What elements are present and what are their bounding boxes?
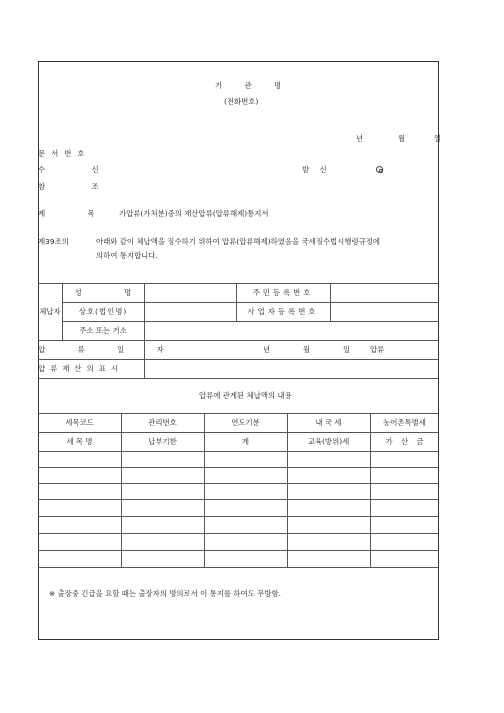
reference-label: 참 조 [38,182,99,191]
org-phone: (전화번호) [224,97,259,106]
tax-table-line [38,516,439,517]
address-label: 주소 또는 거소 [79,325,127,335]
tax-col-tax-code: 세목코드 [65,417,94,427]
info-table-line [38,359,439,360]
tax-col-education-tax: 교육(방위)세 [307,436,350,446]
resident-no-label: 주민등록번호 [252,287,314,297]
seizure-date-day: 일 [343,345,351,354]
body-line-1: 아래와 같이 체납액을 징수하기 위하여 압류(압류해제)하였음을 국세징수법시행령규정에 [96,237,381,246]
sender-label: 발 신 [302,165,327,174]
tax-col-total: 계 [241,436,250,446]
date-month: 월 [398,134,406,143]
seizure-word: 압류 [370,345,385,354]
name-label: 성 명 [74,287,132,297]
tax-table-line [38,533,439,534]
date-year: 년 [356,134,364,143]
delinquent-label: 체납자 [39,306,61,316]
subject-label: 제 목 [38,209,95,218]
tax-col-year-period: 연도기분 [231,417,260,427]
tax-table-line [38,467,439,468]
tax-table-line [38,451,439,452]
tax-col-management-no: 관리번호 [148,417,177,427]
subject-text: 가압류(가처분)중의 재산압류(압류해제)통지서 [119,209,269,218]
info-table-line [38,378,439,379]
seizure-date-month: 월 [303,345,311,354]
info-table-line [144,283,145,378]
doc-no-label: 문서번호 [38,149,91,158]
tax-table-line [38,567,439,568]
tax-table-title: 압류에 관계된 체납액의 내용 [199,391,292,400]
org-name: 기 관 명 [215,81,292,90]
clause-ref: 제39조의 [38,237,69,246]
info-table-line [330,283,331,321]
seizure-date-year: 년 [263,345,271,354]
tax-col-national-tax: 내 국 세 [315,417,342,427]
tax-table-line [38,550,439,551]
body-line-2: 의하여 통지합니다. [96,251,158,260]
tax-col-due-date: 납부기한 [148,436,177,446]
property-label: 압류재산의표시 [38,364,123,373]
seizure-date-label: 압 류 일 자 [38,345,164,354]
business-no-label: 사업자등록번호 [247,306,319,316]
info-table-line [38,340,439,341]
seal-icon [376,166,383,173]
tax-col-rural-special-tax: 농어촌특별세 [383,417,426,427]
trade-name-label: 상호(법인명) [78,306,128,316]
recipient-label: 수 신 [38,165,99,174]
footnote: ※ 출장중 긴급을 요할 때는 출장자의 명의로서 이 통지를 하여도 무방함. [49,589,281,598]
date-day: 일 [434,134,442,143]
tax-table-line [38,483,439,484]
tax-col-penalty: 가 산 금 [385,436,424,446]
tax-col-tax-name: 세 목 명 [66,436,93,446]
tax-table-line [38,499,439,500]
